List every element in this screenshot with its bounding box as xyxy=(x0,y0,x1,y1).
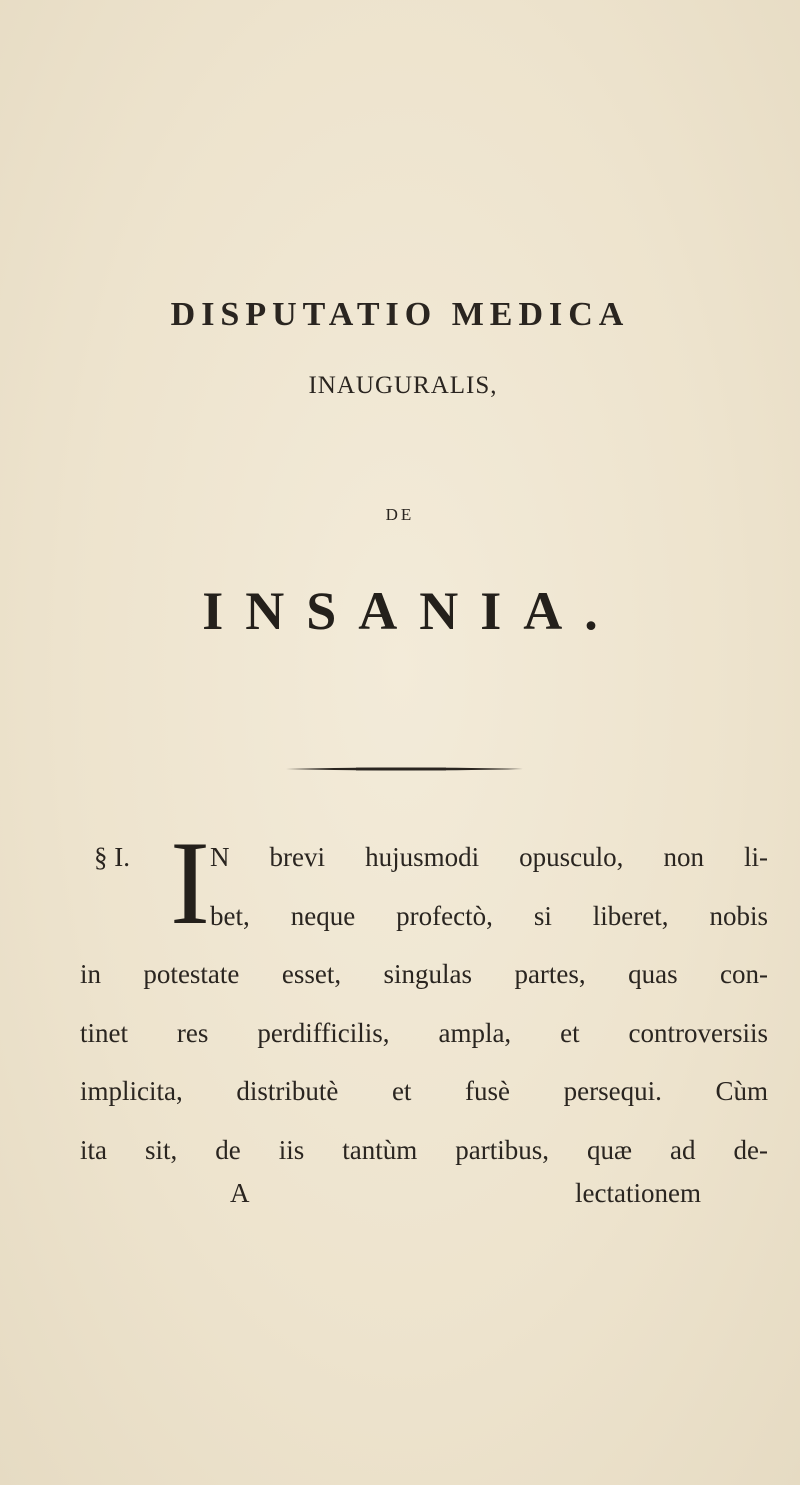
body-line: tinet res perdifficilis, ampla, et controversiis xyxy=(80,1017,768,1048)
signature-mark: A xyxy=(230,1178,250,1208)
body-line: bet, neque profectò, si liberet, nobis xyxy=(210,900,768,931)
title-de: DE xyxy=(385,505,415,524)
body-line: implicita, distributè et fusè persequi. Cùm xyxy=(80,1076,768,1106)
title-disputatio-medica: DISPUTATIO MEDICA xyxy=(170,296,630,333)
drop-cap: I xyxy=(170,816,210,949)
body-line: N brevi hujusmodi opusculo, non li- xyxy=(210,842,768,872)
section-mark: § I. xyxy=(94,842,130,872)
body-paragraph xyxy=(80,816,768,1179)
ornamental-rule xyxy=(286,767,523,771)
body-line: in potestate esset, singulas partes, quas con- xyxy=(80,959,768,989)
title-insania: INSANIA. xyxy=(202,581,620,641)
title-inauguralis: INAUGURALIS, xyxy=(308,372,498,399)
catchword: lectationem xyxy=(575,1178,701,1208)
body-line: ita sit, de iis tantùm partibus, quæ ad de- xyxy=(80,1134,768,1165)
